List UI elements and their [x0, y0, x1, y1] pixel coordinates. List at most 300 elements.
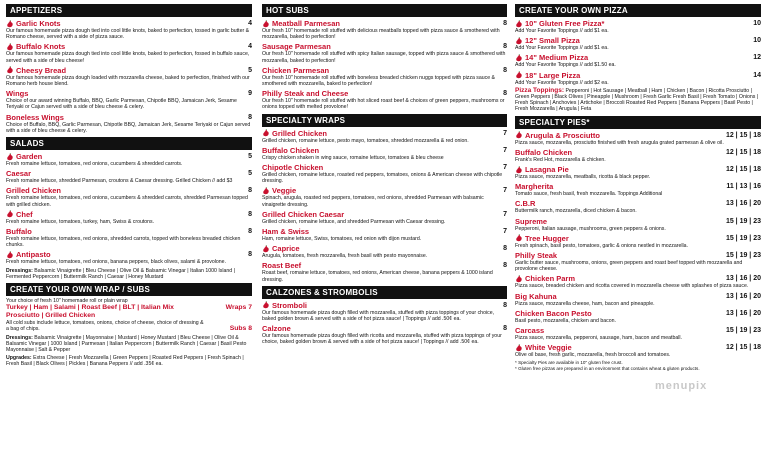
menu-item [6, 186, 252, 207]
create-pizza-header: CREATE YOUR OWN PIZZA [515, 4, 761, 17]
menu-item-name-text: Buffalo Knots [16, 42, 66, 52]
menu-item-price: 8 [248, 210, 252, 218]
menu-item-name [515, 326, 544, 335]
menu-item [262, 89, 507, 110]
chili-pepper-icon [515, 275, 523, 283]
menu-item-description: Our famous homemade pizza dough tied into cool little knots, baked to perfection, fossed in buffalo sauce, served with a side of bleu cheese! [6, 51, 250, 64]
menu-item-name-text: 18" Large Pizza [525, 70, 581, 80]
menu-item-name [262, 261, 301, 270]
menu-item-title-row [262, 244, 507, 253]
menu-item-name [262, 42, 331, 51]
menu-item-name [6, 89, 28, 98]
wrap-dressings-label: Dressings: [6, 334, 33, 341]
menu-item [6, 19, 252, 40]
menu-item-price: 11 | 13 | 16 [726, 183, 761, 191]
menu-item-description: Grilled chicken, romaine lettuce, roasted red peppers, tomatoes, onions & American cheese with chipotle dressing. [262, 172, 503, 185]
menu-item-title-row [262, 163, 507, 172]
menu-item-price: 10 [753, 37, 761, 45]
menu-item-price: 13 | 16 | 20 [725, 275, 761, 283]
menu-item-name-text: Lasagna Pie [525, 165, 569, 175]
chili-pepper-icon [515, 54, 523, 62]
menu-item-price: 8 [503, 301, 507, 309]
menu-item-name [515, 36, 580, 45]
menu-item-name [515, 182, 553, 191]
salad-dressings-label: Dressings: [6, 267, 33, 274]
menu-item-title-row [515, 343, 761, 352]
menu-item-price: 5 [248, 170, 252, 178]
menu-item-name-text: Philly Steak and Cheese [262, 89, 349, 99]
menu-item [515, 292, 761, 307]
menu-item-price: 8 [503, 20, 507, 27]
menu-item-price: 12 | 15 | 18 [725, 344, 761, 352]
menu-item-name [515, 131, 600, 140]
menu-item-title-row [262, 186, 507, 195]
menu-item-title-row [6, 186, 252, 195]
menu-item [515, 182, 761, 197]
menu-item-title-row [6, 113, 252, 122]
menu-item-name-text: Chicken Parmesan [262, 65, 330, 75]
pizza-toppings-text: Pepperoni | Hot Sausage | Meatball | Ham | Chicken | Bacon | Ricotta Prosciutto | Green Peppers | Black Olives | Pineapple | Mushroom | Fresh Garlic Fresh Basil | Fresh Tomato | Onions | Fresh Spinach | Anchovies | Artichoke | Broccoli Roasted Red Peppers | Banana Peppers | Basil Pesto | Fresh Mozzarella | Arugula | Feta [515, 87, 759, 113]
wrap-options-line-2: Prosciutto | Grilled Chicken [6, 312, 96, 320]
chili-pepper-icon [6, 153, 14, 161]
wraps-price: Wraps 7 [225, 304, 252, 312]
pies-footnote-1: * Specialty Pies are available in 10" gluten free crust. [515, 360, 623, 366]
menu-item-title-row [262, 261, 507, 270]
menu-item-title-row [6, 227, 252, 236]
menu-item-name-text: Carcass [515, 326, 545, 336]
menu-item-title-row [262, 146, 507, 155]
chili-pepper-icon [262, 20, 270, 28]
menu-item-name-text: Ham & Swiss [262, 227, 310, 237]
chili-pepper-icon [515, 37, 523, 45]
menu-item [262, 244, 507, 259]
menu-item-name [515, 234, 569, 243]
wrap-header: CREATE YOUR OWN WRAP / SUBS [6, 283, 252, 296]
menu-item [515, 343, 761, 358]
menu-item-title-row [6, 89, 252, 98]
wrap-options-line-1: Turkey | Ham | Salami | Roast Beef | BLT | Italian Mix [6, 304, 174, 312]
menu-item-title-row [6, 169, 252, 178]
menu-item-title-row [515, 292, 761, 301]
menu-item-name [515, 274, 575, 283]
menu-item-title-row [515, 217, 761, 226]
wrap-cold-row [6, 320, 252, 332]
menu-item-price: 8 [503, 66, 507, 74]
menu-item-title-row [515, 165, 761, 174]
menu-item-description: Pizza sauce, mozzarella, meatballs, ricotta & black pepper. [515, 174, 651, 181]
specialty-wraps-list [262, 129, 507, 283]
menu-item [6, 169, 252, 184]
menu-item-name [515, 148, 572, 157]
menu-item-description: Fresh romaine lettuce, shredded Parmesan, croutons & Caesar dressing. Grilled Chicken // add $3 [6, 178, 233, 185]
pizza-toppings [515, 88, 761, 113]
menu-item-title-row [6, 66, 252, 75]
menu-item-price: 12 [753, 54, 761, 62]
menu-item-name-text: Chicken Parm [525, 274, 576, 284]
menu-item-price: 12 | 15 | 18 [725, 166, 761, 174]
menu-item [515, 131, 761, 146]
menu-item-name-text: Margherita [515, 182, 554, 192]
appetizers-list [6, 19, 252, 134]
wrap-options-row-2 [6, 312, 252, 320]
menu-item-title-row [515, 326, 761, 335]
menu-item-price: 13 | 16 | 20 [725, 292, 761, 300]
menu-item-name-text: Buffalo [6, 227, 32, 237]
menu-item [515, 274, 761, 289]
menu-item-name-text: Garden [16, 152, 43, 162]
menu-item-name-text: Philly Steak [515, 251, 558, 261]
hot-subs-section [262, 4, 507, 111]
menu-item-price: 8 [248, 187, 252, 195]
menu-item-description: Add Your Favorite Toppings // add $2 ea. [515, 79, 609, 86]
menu-item-description: Fresh spinach, basil pesto, tomatoes, garlic & onions nestled in mozzarella. [515, 242, 689, 249]
menu-item-title-row [262, 210, 507, 219]
menu-item-price: 12 | 15 | 18 [725, 131, 761, 139]
menu-item-name [262, 129, 327, 138]
menu-item [6, 210, 252, 225]
wrap-upgrades [6, 355, 252, 367]
menu-item-price: 12 | 15 | 18 [725, 148, 761, 156]
menu-item-title-row [6, 152, 252, 161]
chili-pepper-icon [515, 20, 523, 28]
menu-item-price: 7 [503, 228, 507, 236]
menu-item-description: Pizza sauce, mozzarella, pepperoni, sausage, ham, bacon and meatball. [515, 335, 682, 342]
menu-item-name [6, 66, 66, 75]
menu-item-description: Add Your Favorite Toppings // add $1.50 ea. [515, 62, 616, 69]
menu-item-title-row [515, 309, 761, 318]
menu-item-description: Add Your Favorite Toppings // add $1 ea. [515, 28, 609, 34]
menu-item-price: 5 [248, 66, 252, 74]
menu-item-name [262, 301, 307, 310]
menu-item-name-text: Wings [6, 89, 29, 99]
menu-item-name [515, 199, 535, 208]
specialty-wraps-section [262, 114, 507, 283]
menu-item-title-row [515, 36, 761, 45]
menu-item-price: 8 [248, 251, 252, 259]
column-right [515, 4, 761, 371]
hot-subs-list [262, 19, 507, 111]
menu-item-title-row [515, 234, 761, 243]
menu-item-title-row [515, 71, 761, 80]
menu-item [6, 42, 252, 63]
watermark: menupix [655, 380, 708, 392]
menu-item-name-text: Stromboli [272, 300, 307, 310]
menu-item-description: Buttermilk ranch, mozzarella, diced chicken & bacon. [515, 208, 637, 215]
menu-item-description: Our fresh 10" homemade roll stuffed with delicious meatballs topped with pizza sauce & smothered with mozzarella, baked to perfection! [262, 28, 500, 41]
menu-item [6, 89, 252, 110]
menu-item-name [262, 89, 348, 98]
menu-item-title-row [6, 42, 252, 51]
menu-item [6, 250, 252, 265]
menu-item-title-row [262, 301, 507, 310]
menu-item-name [262, 186, 296, 195]
menu-item-name [6, 186, 61, 195]
menu-item-name-text: Grilled Chicken [272, 128, 328, 138]
wrap-upgrades-label: Upgrades: [6, 355, 32, 362]
menu-item-title-row [515, 148, 761, 157]
menu-item [515, 199, 761, 214]
chili-pepper-icon [6, 20, 14, 28]
menu-item [6, 227, 252, 248]
specialty-pies-section [515, 116, 761, 372]
menu-item [515, 19, 761, 34]
menu-item-name [6, 210, 33, 219]
menu-item-name [262, 146, 319, 155]
menu-item-description: Olive oil base, fresh garlic, mozzarella, fresh broccoli and tomatoes. [515, 352, 671, 359]
chili-pepper-icon [262, 245, 270, 253]
menu-item-title-row [6, 210, 252, 219]
menu-item-description: Choice of Buffalo, BBQ, Garlic Parmesan, Chipotle BBQ, Jamaican Jerk, Sesame Teriyaki or Cajun served with a side of bleu cheese & celery. [6, 121, 251, 134]
menu-item-name [262, 210, 344, 219]
menu-item-name-text: Calzone [262, 324, 291, 334]
chili-pepper-icon [6, 66, 14, 74]
menu-item-name-text: Cheesy Bread [16, 65, 67, 75]
menu-item-title-row [515, 199, 761, 208]
menu-item-name [6, 19, 61, 28]
menu-item-description: Our famous homemade pizza dough filled with ricotta and mozzarella, stuffed with pizza toppings of your choice, baked golden brown & served with a side of hot pizza sauce! | Toppings // add .50¢ ea. [262, 333, 502, 346]
menu-item-price: 8 [503, 90, 507, 98]
menu-item [262, 19, 507, 40]
appetizers-header: APPETIZERS [6, 4, 252, 17]
menu-item-description: Crispy chicken shaken in wing sauce, romaine lettuce, tomatoes & bleu cheese [262, 154, 444, 161]
menu-item-title-row [515, 53, 761, 62]
calzones-section [262, 286, 507, 346]
menu-item-price: 10 [753, 20, 761, 27]
menu-item-description: Fresh romaine lettuce, tomatoes, red onions, banana peppers, black olives, salami & provolone. [6, 259, 227, 266]
wrap-cold-note: All cold subs include lettuce, tomatoes, onions, choice of cheese, choice of dressing & a bag of chips. [6, 320, 204, 333]
menu-item-name [515, 165, 569, 174]
wrap-intro: Your choice of fresh 10" homemade roll or plain wrap [6, 298, 128, 305]
menu-item [515, 217, 761, 232]
menu-item-name [6, 250, 51, 259]
menu-item [262, 210, 507, 225]
wrap-dressings-text: Balsamic Vinaigrette | Mayonnaise | Mustard | Honey Mustard | Bleu Cheese | Olive Oil & Balsamic Vinegar | 1000 Island | Parmesan | Italian Peppercorn | Buttermilk Ranch | Caesar | Basil Pesto Mayonnaise | Salt & Pepper [6, 334, 247, 354]
menu-item-price: 9 [248, 90, 252, 98]
menu-item [6, 113, 252, 134]
menu-item [6, 66, 252, 87]
menu-item [6, 152, 252, 167]
menu-item [262, 146, 507, 161]
specialty-wraps-header: SPECIALTY WRAPS [262, 114, 507, 127]
menu-item [515, 326, 761, 341]
menu-item-description: Pepperoni, Italian sausage, mushrooms, green peppers & onions. [515, 225, 666, 232]
menu-item-title-row [262, 324, 507, 333]
menu-item-price: 13 | 16 | 20 [725, 200, 761, 208]
menu-item [262, 163, 507, 184]
menu-item-name [515, 217, 547, 226]
menu-item-price: 4 [248, 20, 252, 27]
menu-item-title-row [262, 227, 507, 236]
menu-item-title-row [6, 19, 252, 28]
menu-item-description: Choice of our award winning Buffalo, BBQ, Garlic Parmesan, Chipotle BBQ, Jamaican Jerk, Sesame Teriyaki or Cajun served with a side of bleu cheese & celery. [6, 98, 237, 111]
salads-section [6, 137, 252, 280]
menu-item-name-text: 14" Medium Pizza [525, 53, 589, 63]
menu-item [262, 42, 507, 63]
menu-item-name-text: Buffalo Chicken [262, 145, 320, 155]
menu-item-name-text: Chicken Bacon Pesto [515, 308, 592, 318]
menu-item-name-text: Meatball Parmesan [272, 19, 340, 28]
menu-item [262, 66, 507, 87]
appetizers-section [6, 4, 252, 134]
menu-item-name [6, 227, 32, 236]
menu-item [515, 234, 761, 249]
menu-item-price: 8 [248, 228, 252, 236]
menu-item-price: 8 [503, 325, 507, 333]
menu-item-price: 8 [503, 43, 507, 51]
salads-header: SALADS [6, 137, 252, 150]
menu-item [515, 53, 761, 68]
chili-pepper-icon [262, 301, 270, 309]
create-pizza-list [515, 19, 761, 86]
menu-item-price: 15 | 19 | 23 [725, 252, 761, 260]
menu-item-name [6, 42, 65, 51]
salad-dressings-text: Balsamic Vinaigrette | Bleu Cheese | Olive Oil & Balsamic Vinegar | Italian 1000 Island | Fermented Peppercorn | Buttermilk Ranch | Caesar | Honey Mustard [6, 267, 235, 280]
menu-item-description: Our famous homemade pizza dough tied into cool little knots, baked to perfection, tossed in garlic butter & Romano cheese, served with a side of pizza sauce. [6, 28, 250, 41]
menu-item-name-text: Tree Hugger [525, 233, 569, 243]
menu-item-description: Frank's Red Hot, mozzarella & chicken. [515, 156, 606, 163]
menu-item-name [262, 66, 329, 75]
menu-item-price: 15 | 19 | 23 [725, 217, 761, 225]
menu-item-description: Fresh romaine lettuce, tomatoes, red onions, shredded carrots, topped with boneless breaded chicken chunks. [6, 236, 241, 249]
menu-item-price: 7 [503, 210, 507, 218]
menu-item-name-text: Roast Beef [262, 261, 302, 271]
menu-item-price: 4 [248, 43, 252, 51]
menu-item-title-row [262, 89, 507, 98]
menu-item-name-text: C.B.R [515, 199, 536, 209]
wrap-options-row-1 [6, 304, 252, 312]
menu-item-price: 8 [248, 113, 252, 121]
menu-item-name [262, 324, 291, 333]
menu-item-description: Fresh romaine lettuce, tomatoes, red onions, cucumbers & shredded carrots, shredded Parmesan topped with grilled chicken. [6, 195, 248, 208]
menu-item-name [262, 19, 340, 28]
menu-item-description: Arugula, tomatoes, fresh mozzarella, fresh basil with pesto mayonnaise. [262, 253, 428, 260]
menu-item-description: Our fresh 10" homemade roll stuffed with boneless breaded chicken nuggs topped with pizza sauce & smothered with mozzarella, baked to perfection! [262, 74, 496, 88]
menu-item-name-text: Antipasto [16, 250, 51, 260]
menu-item [515, 148, 761, 163]
menu-item-description: Tomato sauce, fresh basil, fresh mozzarella. Toppings Additional [515, 191, 663, 198]
create-pizza-section [515, 4, 761, 113]
menu-item-title-row [515, 182, 761, 191]
menu-item-price: 15 | 19 | 23 [725, 327, 761, 335]
menu-item-name-text: Sausage Parmesan [262, 42, 331, 52]
menu-item-description: Pizza sauce, mozzarella cheese, ham, bacon and pineapple. [515, 300, 655, 307]
menu-item-description: Roast beef, romaine lettuce, tomatoes, red onions, American cheese, banana peppers & 1000 island dressing. [262, 270, 493, 283]
menu-item-name-text: Chef [16, 209, 33, 219]
menu-item-name-text: Buffalo Chicken [515, 147, 573, 157]
salad-dressings [6, 268, 252, 280]
menu-item [262, 186, 507, 207]
menu-item-description: Fresh romaine lettuce, tomatoes, turkey, ham, Swiss & croutons. [6, 218, 155, 225]
calzones-list [262, 301, 507, 346]
menu-item-price: 5 [248, 153, 252, 161]
menu-item-name [515, 292, 557, 301]
hot-subs-header: HOT SUBS [262, 4, 507, 17]
menu-item-name [515, 343, 572, 352]
pies-footnote-2: * Gluten free pizzas are prepared in an environment that contains wheat & gluten products. [515, 365, 700, 371]
menu-item-description: Basil pesto, mozzarella, chicken and bacon. [515, 317, 616, 324]
menu-item-price: 15 | 19 | 23 [725, 234, 761, 242]
wrap-dressings [6, 335, 252, 354]
menu-item-description: Pizza sauce, breaded chicken and ricotta covered in mozzarella cheese with splashes of pizza sauce. [515, 283, 749, 290]
menu-item-name [6, 169, 31, 178]
menu-item-title-row [515, 251, 761, 260]
chili-pepper-icon [6, 210, 14, 218]
column-middle [262, 4, 507, 348]
menu-item-name [515, 71, 580, 80]
menu-item [262, 301, 507, 322]
chili-pepper-icon [6, 251, 14, 259]
menu-item [262, 261, 507, 282]
menu-item-name-text: Veggie [272, 186, 297, 196]
wrap-upgrades-text: Extra Cheese | Fresh Mozzarella | Green Peppers | Roasted Red Peppers | Fresh Spinach | Fresh Basil | Black Olives | Pickles | Banana Peppers // add .35¢ ea. [6, 355, 244, 368]
menu-item-name [262, 163, 323, 172]
menu-item-description: Grilled chicken, romaine lettuce, and shredded Parmesan with Caesar dressing. [262, 218, 446, 225]
menu-item-name-text: Boneless Wings [6, 112, 64, 122]
menu-item-price: 8 [503, 245, 507, 253]
menu-item-title-row [515, 131, 761, 140]
menu-item-name-text: Garlic Knots [16, 19, 61, 28]
subs-price: Subs 8 [229, 324, 252, 332]
menu-item-name-text: Grilled Chicken Caesar [262, 209, 345, 219]
menu-item-name [6, 152, 42, 161]
chili-pepper-icon [6, 43, 14, 51]
chili-pepper-icon [515, 234, 523, 242]
menu-item-price: 7 [503, 187, 507, 195]
menu-item-title-row [262, 19, 507, 28]
menu-item-title-row [262, 66, 507, 75]
menu-item-price: 7 [503, 164, 507, 172]
menu-item [262, 324, 507, 345]
menu-item-description: Pizza sauce, mozzarella, prosciutto finished with fresh arugula grated parmesan & olive oil. [515, 139, 724, 146]
menu-item-description: Grilled chicken, romaine lettuce, pesto mayo, tomatoes, shredded mozzarella & red onion. [262, 137, 469, 144]
menu-item-name-text: Big Kahuna [515, 291, 557, 301]
menu-item-description: Garlic butter sauce, mushrooms, onions, green peppers and roast beef topped with mozzarella and provolone cheese. [515, 260, 743, 273]
menu-item-description: Add Your Favorite Toppings // add $1 ea. [515, 45, 609, 52]
column-left [6, 4, 252, 368]
menu-item-name-text: Caprice [272, 244, 300, 254]
calzones-header: CALZONES & STROMBOLIS [262, 286, 507, 299]
chili-pepper-icon [262, 129, 270, 137]
menu-item [515, 251, 761, 272]
menu-item-description: Our famous homemade pizza dough filled with mozzarella, stuffed with pizza toppings of your choice, baked golden brown & served with a side of hot pizza sauce! | Toppings // add .50¢ ea. [262, 309, 495, 323]
menu-item-name [515, 251, 557, 260]
menu-item [515, 309, 761, 324]
menu-item-price: 7 [503, 129, 507, 137]
menu-item-name [515, 53, 588, 62]
menu-item-name [515, 309, 592, 318]
chili-pepper-icon [515, 166, 523, 174]
menu-item-name [515, 19, 604, 28]
menu-item-name [262, 227, 309, 236]
menu-item-price: 13 | 16 | 20 [725, 309, 761, 317]
menu-item-name-text: Chipotle Chicken [262, 163, 324, 173]
menu-item-name-text: Arugula & Prosciutto [525, 130, 601, 140]
menu-item-price: 8 [503, 262, 507, 270]
menu-item-description: Fresh romaine lettuce, tomatoes, red onions, cucumbers & shredded carrots. [6, 161, 183, 168]
chili-pepper-icon [262, 187, 270, 195]
salads-list [6, 152, 252, 266]
menu-item-name-text: Caesar [6, 169, 32, 179]
menu-item-name [6, 113, 64, 122]
menu-item-name-text: White Veggie [525, 343, 572, 353]
chili-pepper-icon [515, 344, 523, 352]
specialty-pies-header: SPECIALTY PIES* [515, 116, 761, 129]
chili-pepper-icon [515, 71, 523, 79]
chili-pepper-icon [515, 131, 523, 139]
menu-item [515, 71, 761, 86]
menu-item [262, 129, 507, 144]
menu-item [515, 165, 761, 180]
